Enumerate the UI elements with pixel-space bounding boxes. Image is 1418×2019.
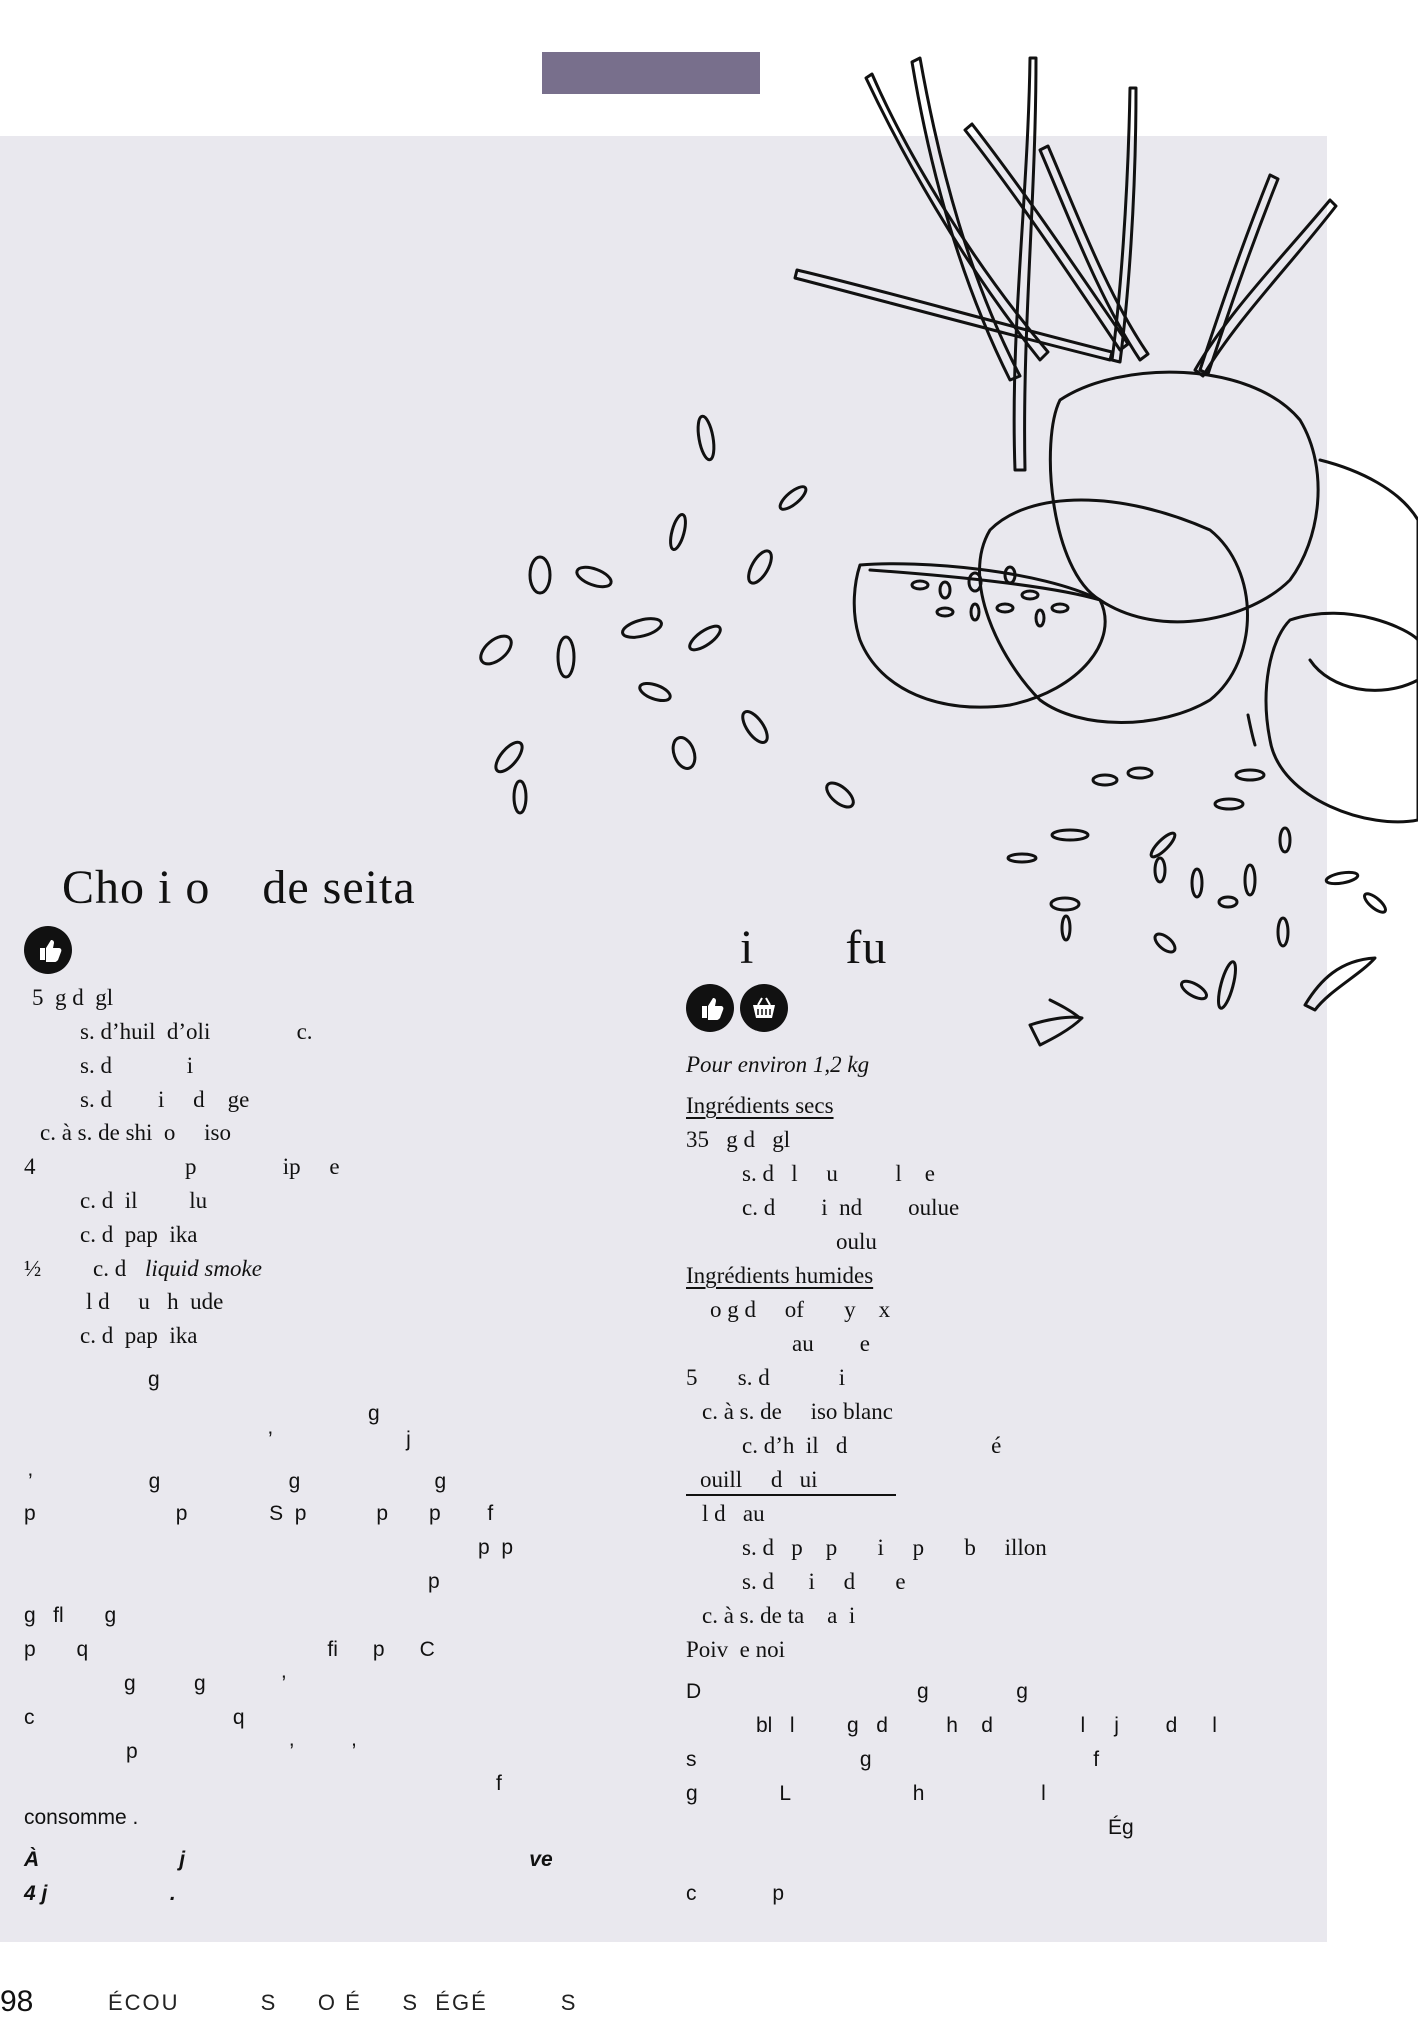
- step-line: g g ’: [124, 1672, 287, 1695]
- ingredient-line: c. à s. de shi o iso: [40, 1120, 232, 1145]
- ingredient-line: 5 s. d i: [686, 1365, 846, 1390]
- ingredient-line: 35 g d gl: [686, 1127, 791, 1152]
- ingredient-line: o g d of y x: [710, 1297, 891, 1322]
- ingredient-line: 5 g d gl: [32, 985, 114, 1010]
- ingredient-line: c. d il lu: [80, 1188, 208, 1213]
- ingredient-line: au e: [792, 1331, 870, 1356]
- ingredient-line: c. d pap ika: [80, 1323, 198, 1348]
- ingredient-line: s. d’huil d’oli c.: [80, 1019, 313, 1044]
- step-line: g L h l: [686, 1782, 1046, 1805]
- ingredient-line: c. à s. de iso blanc: [702, 1399, 893, 1424]
- step-line: g: [368, 1402, 380, 1425]
- step-line: bl l g d h d l j d l: [756, 1714, 1217, 1737]
- note-line: À j ve: [24, 1848, 553, 1871]
- wet-ingredients-heading: Ingrédients humides: [686, 1263, 874, 1288]
- thumbs-up-icon: [24, 926, 72, 974]
- step-line: p q fi p C: [24, 1638, 435, 1661]
- step-line: p p: [478, 1536, 514, 1559]
- basket-icon: [740, 984, 788, 1032]
- step-line: f: [496, 1772, 502, 1795]
- ingredient-line: s. d i d ge: [80, 1087, 250, 1112]
- step-line: p ’ ’: [126, 1740, 357, 1763]
- recipe-title-right: i fu: [740, 921, 888, 974]
- ingredient-line: Poiv e noi: [686, 1637, 786, 1662]
- ingredient-line: l d u h ude: [86, 1289, 224, 1314]
- ingredient-line: l d au: [702, 1501, 765, 1526]
- ingredient-line: s. d i d e: [742, 1569, 906, 1594]
- step-line: c p: [686, 1882, 785, 1905]
- ingredient-line: c. à s. de ta a i: [702, 1603, 856, 1628]
- thumbs-up-icon: [686, 984, 734, 1032]
- dry-ingredients-heading: Ingrédients secs: [686, 1093, 834, 1118]
- page-number: 98: [0, 1985, 34, 2018]
- step-line: p: [428, 1570, 440, 1593]
- step-line: consomme .: [24, 1806, 139, 1829]
- step-line: ’ j: [268, 1428, 411, 1451]
- step-line: ’ g g g: [28, 1470, 447, 1493]
- note-line: 4 j .: [24, 1882, 176, 1905]
- ingredient-line: s. d l u l e: [742, 1161, 935, 1186]
- yield-text: Pour environ 1,2 kg: [686, 1052, 870, 1077]
- ingredient-line: c. d pap ika: [80, 1222, 198, 1247]
- recipe-title-left: Cho i o de seita: [62, 861, 416, 914]
- step-line: Ég: [1108, 1816, 1134, 1839]
- broth-underline: [686, 1494, 896, 1496]
- step-line: p p S p p p f: [24, 1502, 494, 1525]
- ingredient-line: c. d i nd oulue: [742, 1195, 960, 1220]
- step-line: g fl g: [24, 1604, 117, 1627]
- broth-heading: ouill d ui: [700, 1467, 818, 1492]
- step-line: g: [148, 1368, 160, 1391]
- ingredient-line: s. d i: [80, 1053, 194, 1078]
- ingredient-line: ½ c. d: [24, 1256, 127, 1281]
- step-line: s g f: [686, 1748, 1100, 1771]
- ingredient-line: c. d’h il d é: [742, 1433, 1002, 1458]
- running-head: ÉCOU S O É S ÉGÉ S: [108, 1990, 578, 2015]
- ingredient-line: oulu: [836, 1229, 877, 1254]
- ingredient-italic: liquid smoke: [145, 1256, 262, 1281]
- ingredient-line: s. d p p i p b illon: [742, 1535, 1047, 1560]
- step-line: D g g: [686, 1680, 1028, 1703]
- ingredient-line: 4 p ip e: [24, 1154, 340, 1179]
- step-line: c q: [24, 1706, 245, 1729]
